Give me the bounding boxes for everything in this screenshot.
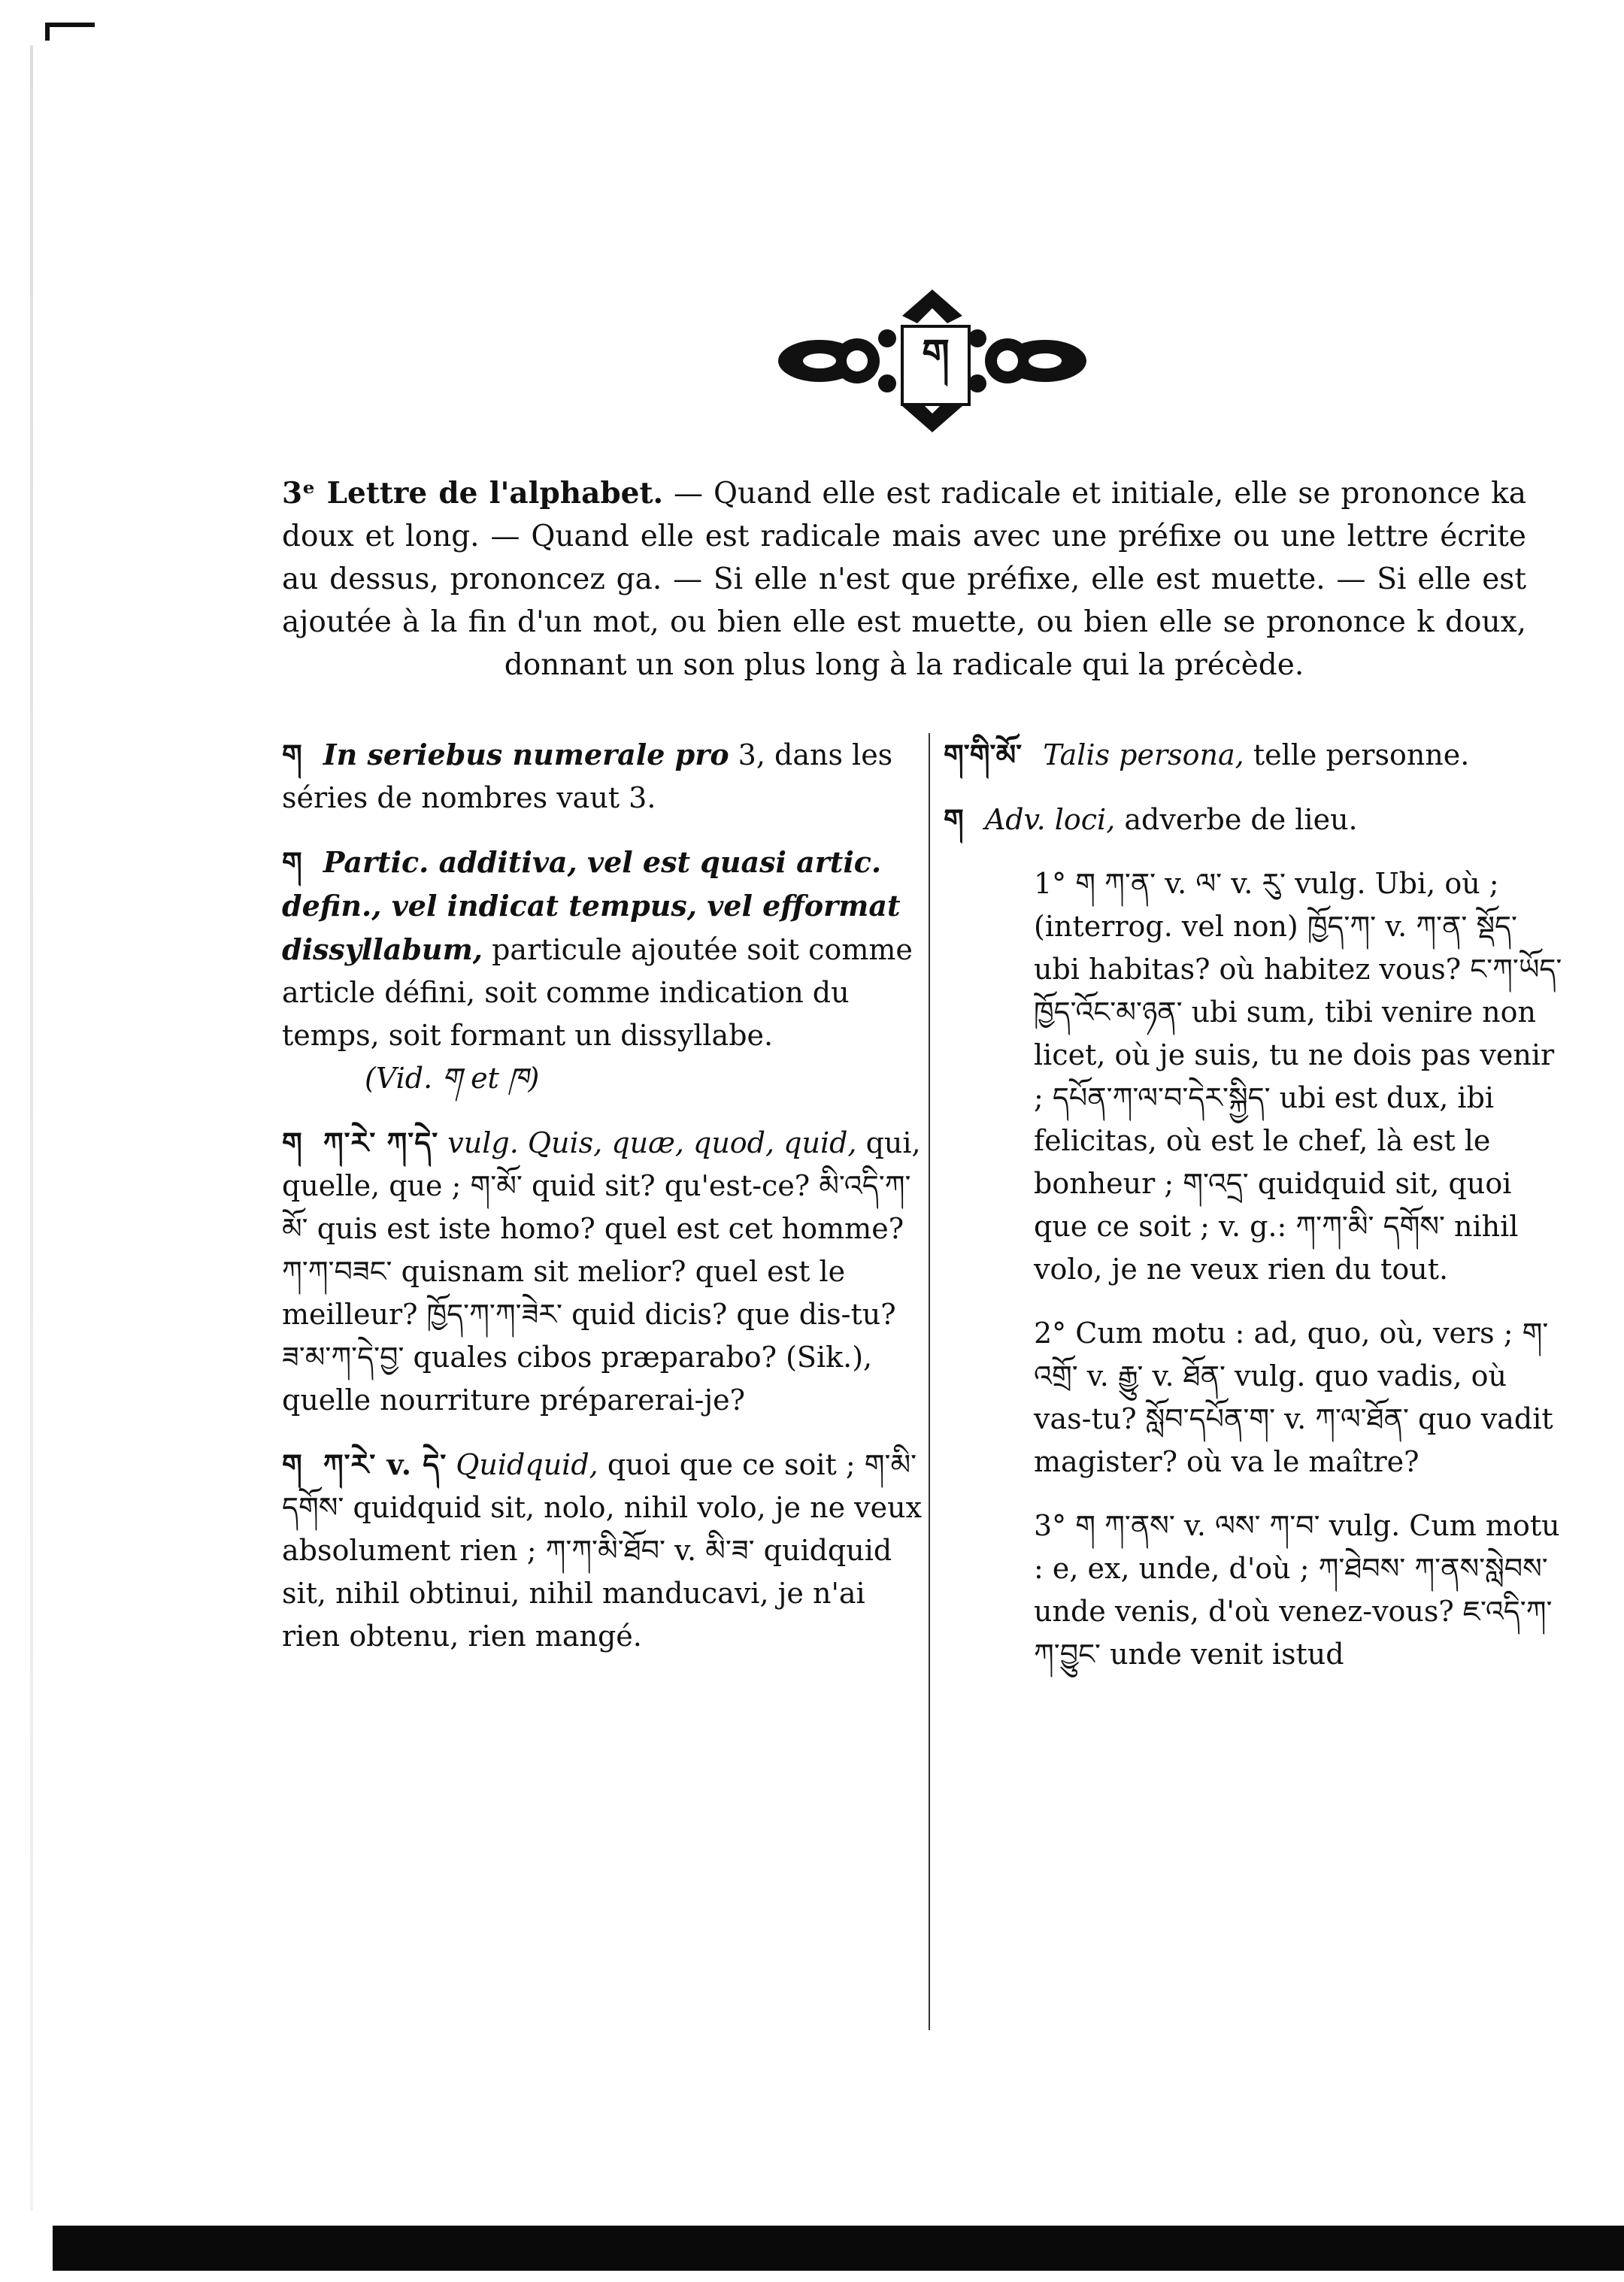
entry-tibetan: ཀ་རེ་ v. དེ་ [323, 1447, 447, 1481]
entry-latin: vulg. Quis, quæ, quod, quid, [447, 1126, 857, 1159]
entry-headword: ག [282, 1126, 302, 1159]
entry-latin: Quidquid, [456, 1448, 598, 1481]
entry-french: quoi que ce soit ; ག་མི་དགོས་ quidquid sit, nolo, nihil volo, je ne veux absolument rien ; ཀ་ཀ་མི་ཐོབ་ v. མི་ཟ་ quidquid sit, nihil obtinui, nihil manducavi, je n'ai rien obtenu, rien mangé. [282, 1448, 922, 1653]
subentry-ubi: 1° ག ཀ་ན་ v. ལ་ v. རུ་ vulg. Ubi, où ; (interrog. vel non) ཁྱོད་ཀ་ v. ཀ་ན་ སྡོད་ ubi habitas? où habitez vous? ང་ཀ་ཡོད་ཁྱོད་འོང་མ་ཉན་ ubi sum, tibi venire non licet, où je suis, tu ne dois pas venir ; དཔོན་ཀ་ལ་བ་དེར་སྐྱིད་ ubi est dux, ibi felicitas, où est le chef, là est le bonheur ; ག་འདྲ་ quidquid sit, quoi que ce soit ; v. g.: ཀ་ཀ་མི་ དགོས་ nihil volo, je ne veux rien du tout. [1034, 867, 1562, 1286]
entry-headword: ག [282, 1447, 302, 1481]
entry-latin: In seriebus numerale pro [323, 738, 729, 771]
column-divider [929, 733, 930, 2030]
entry-adverb-of-place [944, 798, 1568, 841]
left-column [282, 733, 925, 1679]
entry-headword: ག [944, 802, 964, 836]
subentry-cum-motu-unde: 3° ག ཀ་ནས་ v. ལས་ ཀ་བ་ vulg. Cum motu : e, ex, unde, d'où ; ཀ་ཐེབས་ ཀ་ནས་སླེབས་ unde venis, d'où venez-vous? ཇ་འདི་ཀ་ཀ་བྱུང་ unde venit istud [1034, 1509, 1560, 1671]
scan-bottom-band [53, 2226, 1624, 2271]
page-edge [30, 45, 33, 2211]
entry-cross-reference: (Vid. ག et ཁ) [365, 1062, 540, 1095]
entry-french: qui, quelle, que ; ག་མོ་ quid sit? qu'est-ce? མི་འདི་ཀ་མོ་ quis est iste homo? quel est cet homme? ཀ་ཀ་བཟང་ quisnam sit melior? quel est le meilleur? ཁྱོད་ཀ་ཀ་ཟེར་ quid dicis? que dis-tu? ཟ་མ་ཀ་དེ་བྱ་ quales cibos præparabo? (Sik.), quelle nourriture préparerai-je? [282, 1126, 921, 1417]
entry-latin: Adv. loci, [984, 803, 1116, 836]
entry-particle [282, 841, 925, 1100]
entry-quidquid [282, 1443, 925, 1658]
right-column [944, 733, 1568, 1697]
entry-headword: ག [282, 738, 302, 771]
entry-interrogative [282, 1121, 925, 1422]
intro-text: — Quand elle est radicale et initiale, elle se prononce ka doux et long. — Quand elle est radicale mais avec une préfixe ou une lettre écrite au dessus, prononcez ga. — Si elle n'est que préfixe, elle est muette. — Si elle est ajoutée à la fin d'un mot, ou bien elle est muette, ou bien elle se prononce k doux, donnant un son plus long à la radicale qui la précède. [282, 477, 1526, 682]
entry-latin: Partic. additiva, vel est quasi artic. defin., vel indicat tempus, vel efformat dissyllabum, [282, 845, 901, 966]
entry-headword: ག་གི་མོ་ [944, 738, 1023, 771]
entry-numeral [282, 733, 925, 820]
entry-french: adverbe de lieu. [1124, 803, 1358, 836]
entry-headword: ག [282, 845, 302, 879]
corner-mark [45, 23, 95, 41]
entry-talis-persona [944, 733, 1568, 777]
letter-headword: ག [901, 325, 971, 406]
entry-tibetan: ཀ་རེ་ ཀ་དེ་ [323, 1126, 439, 1159]
entry-french: telle personne. [1253, 738, 1470, 771]
entry-latin: Talis persona, [1043, 738, 1244, 771]
entry-french: particule ajoutée soit comme article défini, soit comme indication du temps, soit formant un dissyllabe. [282, 933, 913, 1052]
entry-french: 3, dans les séries de nombres vaut 3. [282, 738, 893, 814]
subentry-cum-motu-quo: 2° Cum motu : ad, quo, où, vers ; ག་འགྲོ་ v. རྒྱུ་ v. ཐོན་ vulg. quo vadis, où vas-tu? སློབ་དཔོན་ག་ v. ཀ་ལ་ཐོན་ quo vadit magister? où va le maître? [1034, 1317, 1553, 1478]
letter-intro [282, 472, 1526, 686]
intro-lead: 3ᵉ Lettre de l'alphabet. [282, 476, 664, 511]
